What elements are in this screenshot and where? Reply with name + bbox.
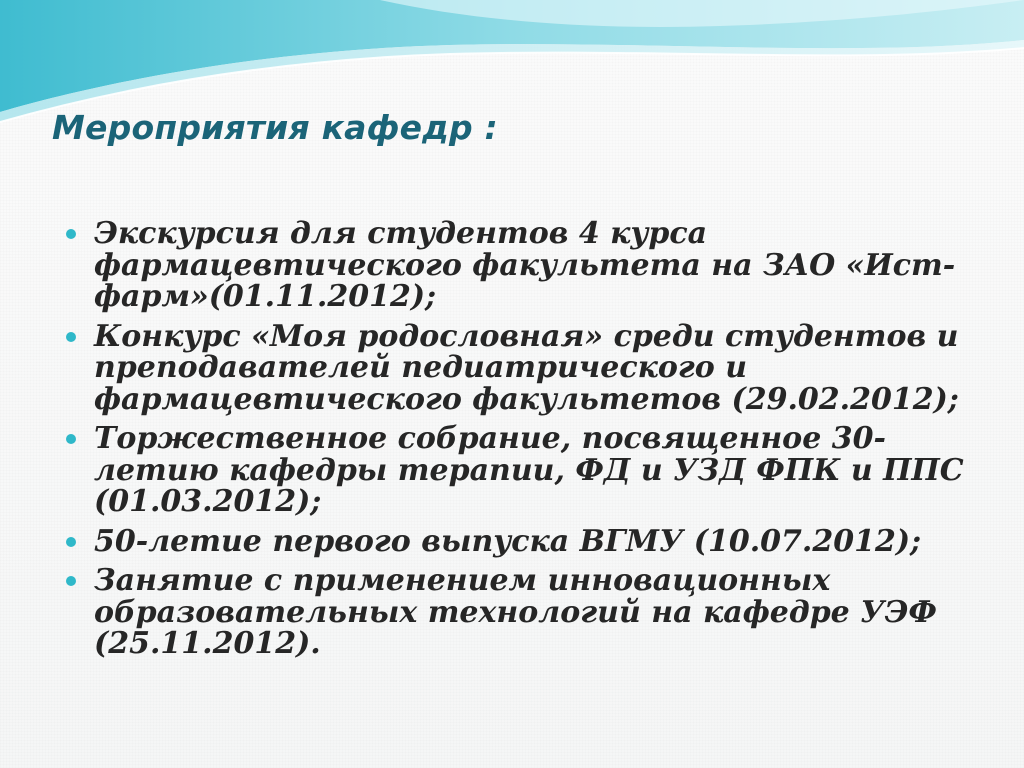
bullet-list: [64, 218, 964, 668]
list-item: [64, 423, 964, 518]
bullet-text: Занятие с применением инновационных образовательных технологий на кафедре УЭФ (25.11.2012).: [94, 563, 937, 661]
list-item: [64, 523, 964, 559]
bullet-dot-icon: [66, 576, 76, 586]
bullet-text: Экскурсия для студентов 4 курса фармацевтического факультета на ЗАО «Ист-фарм»(01.11.2012);: [94, 216, 956, 314]
list-item: [64, 565, 964, 660]
list-item: [64, 318, 964, 417]
slide-title: Мероприятия кафедр :: [52, 108, 498, 147]
bullet-text: Торжественное собрание, посвященное 30-летию кафедры терапии, ФД и УЗД ФПК и ППС (01.03.2012);: [94, 421, 964, 519]
bullet-text: 50-летие первого выпуска ВГМУ (10.07.2012);: [94, 523, 922, 559]
list-item: [64, 218, 964, 313]
bullet-dot-icon: [66, 229, 76, 239]
bullet-dot-icon: [66, 434, 76, 444]
bullet-dot-icon: [66, 332, 76, 342]
bullet-dot-icon: [66, 537, 76, 547]
bullet-text: Конкурс «Моя родословная» среди студентов и преподавателей педиатрического и фармацевтического факультетов (29.02.2012);: [94, 318, 959, 417]
